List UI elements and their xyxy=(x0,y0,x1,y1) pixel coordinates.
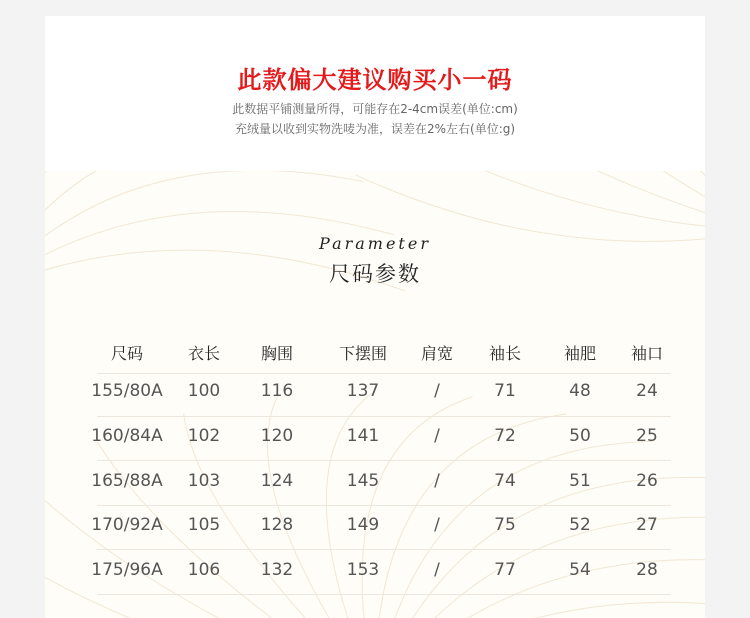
size-label-cell: 160/84A xyxy=(91,426,163,446)
measurement-cell: 71 xyxy=(494,381,516,401)
measurement-cell: 128 xyxy=(260,515,294,535)
column-header: 肩宽 xyxy=(420,344,453,363)
pattern-line xyxy=(387,171,705,231)
measurement-cell: 137 xyxy=(346,381,380,401)
measurement-cell: / xyxy=(434,560,440,580)
size-advice-title: 此款偏大建议购买小一码 xyxy=(237,66,513,94)
row-divider xyxy=(97,460,671,461)
measurement-cell: 149 xyxy=(346,515,380,535)
row-divider xyxy=(97,416,671,417)
measurement-cell: 103 xyxy=(187,471,221,491)
column-header: 下摆围 xyxy=(338,344,387,363)
measurement-cell: 72 xyxy=(494,426,516,446)
measurement-cell: 52 xyxy=(569,515,591,535)
measurement-cell: 26 xyxy=(636,471,658,491)
measurement-cell: 25 xyxy=(636,426,658,446)
pattern-line xyxy=(375,602,705,618)
measurement-cell: 124 xyxy=(260,471,294,491)
measurement-cell: 48 xyxy=(569,381,591,401)
measurement-cell: 102 xyxy=(187,426,221,446)
measurement-note: 此数据平铺测量所得，可能存在2-4cm误差(单位:cm) xyxy=(232,102,518,116)
row-divider xyxy=(97,594,671,595)
measurement-cell: 77 xyxy=(494,560,516,580)
measurement-cell: 74 xyxy=(494,471,516,491)
column-header: 尺码 xyxy=(110,344,143,363)
row-divider xyxy=(97,373,671,374)
measurement-cell: 28 xyxy=(636,560,658,580)
measurement-cell: / xyxy=(434,426,440,446)
filling-note: 充绒量以收到实物洗唛为准，误差在2%左右(单位:g) xyxy=(234,122,516,136)
measurement-cell: 27 xyxy=(636,515,658,535)
measurement-cell: 75 xyxy=(494,515,516,535)
size-label-cell: 155/80A xyxy=(91,381,163,401)
measurement-cell: / xyxy=(434,381,440,401)
column-header: 胸围 xyxy=(260,344,293,363)
section-title-en: Parameter xyxy=(319,234,431,253)
measurement-cell: 105 xyxy=(187,515,221,535)
measurement-cell: 54 xyxy=(569,560,591,580)
size-label-cell: 170/92A xyxy=(91,515,163,535)
size-label-cell: 165/88A xyxy=(91,471,163,491)
column-header: 袖肥 xyxy=(563,344,596,363)
measurement-cell: 116 xyxy=(260,381,294,401)
measurement-cell: 50 xyxy=(569,426,591,446)
measurement-cell: 145 xyxy=(346,471,380,491)
column-header: 衣长 xyxy=(187,344,220,363)
measurement-cell: 100 xyxy=(187,381,221,401)
row-divider xyxy=(97,505,671,506)
measurement-cell: / xyxy=(434,515,440,535)
column-header: 袖长 xyxy=(488,344,521,363)
size-chart-card xyxy=(45,16,705,618)
pattern-line xyxy=(583,171,705,231)
row-divider xyxy=(97,549,671,550)
measurement-cell: 132 xyxy=(260,560,294,580)
measurement-cell: 24 xyxy=(636,381,658,401)
section-title-cn: 尺码参数 xyxy=(329,262,421,286)
measurement-cell: 51 xyxy=(569,471,591,491)
pattern-line xyxy=(356,175,705,241)
column-header: 袖口 xyxy=(630,344,663,363)
measurement-cell: 120 xyxy=(260,426,294,446)
size-label-cell: 175/96A xyxy=(91,560,163,580)
pattern-line xyxy=(437,171,705,231)
measurement-cell: 153 xyxy=(346,560,380,580)
measurement-cell: 106 xyxy=(187,560,221,580)
measurement-cell: / xyxy=(434,471,440,491)
measurement-cell: 141 xyxy=(346,426,380,446)
